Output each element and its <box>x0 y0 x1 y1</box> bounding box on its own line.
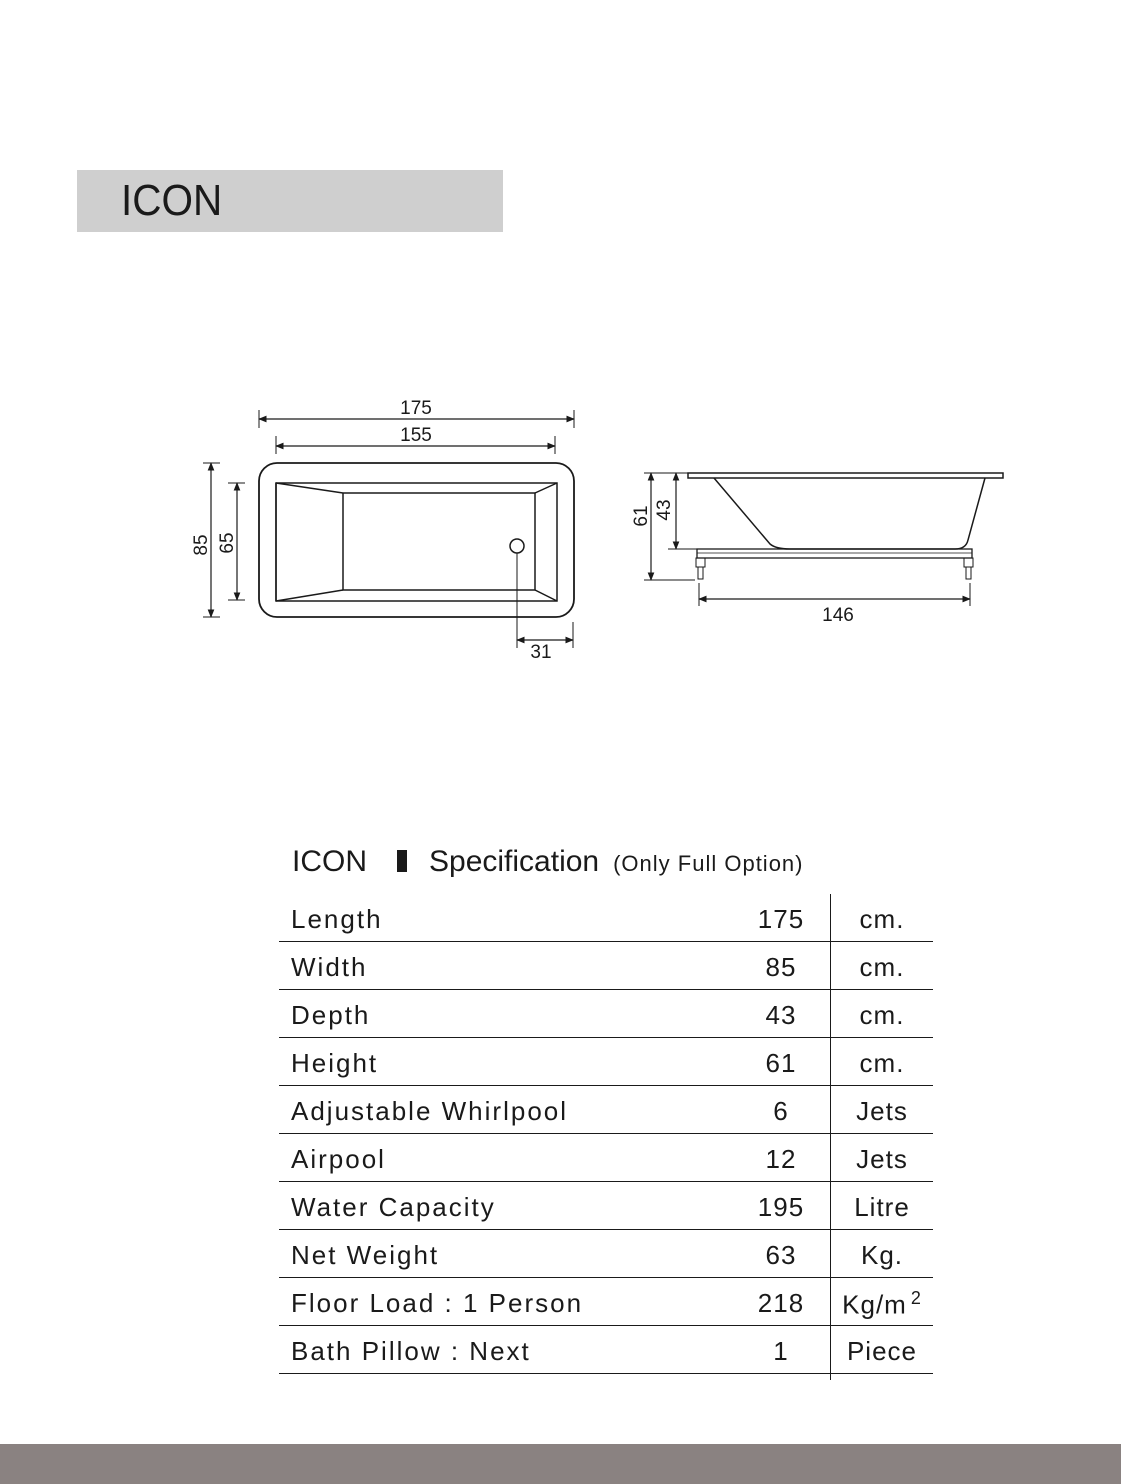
tub-floor <box>343 493 535 590</box>
table-row <box>279 942 933 990</box>
top-view-drawing <box>203 410 574 648</box>
table-row <box>279 894 933 942</box>
row-name: Net Weight <box>291 1240 440 1270</box>
row-value: 12 <box>765 1144 797 1174</box>
row-name: Water Capacity <box>291 1192 496 1222</box>
side-view-drawing <box>644 473 1003 606</box>
table-row <box>279 1182 933 1230</box>
dim-inner-width: 65 <box>217 532 238 554</box>
row-value: 85 <box>765 952 797 982</box>
footer-bar <box>0 1444 1121 1484</box>
row-name: Length <box>291 904 383 934</box>
spec-heading <box>292 842 804 882</box>
row-unit: Jets <box>856 1144 908 1174</box>
base-frame <box>697 549 972 558</box>
row-value: 6 <box>773 1096 789 1126</box>
table-row <box>279 1038 933 1086</box>
row-value: 63 <box>765 1240 797 1270</box>
row-value: 43 <box>765 1000 797 1030</box>
row-name: Adjustable Whirlpool <box>291 1096 569 1126</box>
row-unit: cm. <box>859 952 905 982</box>
row-value: 61 <box>765 1048 797 1078</box>
row-unit: cm. <box>859 1000 905 1030</box>
row-name: Bath Pillow : Next <box>291 1336 531 1366</box>
drain-circle <box>510 539 524 553</box>
dim-drain-offset: 31 <box>530 642 552 663</box>
dim-base-length: 146 <box>822 605 854 626</box>
row-unit: Kg/m <box>842 1289 907 1320</box>
dim-inner-length: 155 <box>400 425 432 446</box>
table-row <box>279 1086 933 1134</box>
tub-body-profile <box>714 478 985 549</box>
spec-note: (Only Full Option) <box>613 851 804 876</box>
table-row <box>279 1134 933 1182</box>
row-unit-wrapper <box>831 1288 933 1321</box>
tub-inner-basin <box>276 483 557 601</box>
row-value: 195 <box>757 1192 805 1222</box>
row-name: Depth <box>291 1000 371 1030</box>
row-name: Width <box>291 952 368 982</box>
table-row <box>279 1326 933 1374</box>
dim-overall-height: 61 <box>631 505 652 527</box>
dimension-drawings <box>0 0 1121 700</box>
spec-label: Specification <box>429 845 600 878</box>
row-name: Height <box>291 1048 379 1078</box>
row-unit: cm. <box>859 904 905 934</box>
unit-superscript: 2 <box>910 1288 922 1308</box>
table-row <box>279 1230 933 1278</box>
table-row <box>279 990 933 1038</box>
page-title: ICON <box>121 176 223 225</box>
row-value: 218 <box>757 1288 805 1318</box>
row-unit: Piece <box>846 1336 918 1366</box>
row-value: 1 <box>773 1336 789 1366</box>
spec-model: ICON <box>292 845 367 878</box>
tub-outer-outline <box>259 463 574 617</box>
row-unit: Jets <box>856 1096 908 1126</box>
dim-overall-width: 85 <box>191 534 212 556</box>
row-unit: Kg. <box>860 1240 904 1270</box>
row-unit: cm. <box>859 1048 905 1078</box>
row-unit: Litre <box>854 1192 910 1222</box>
dim-overall-length: 175 <box>400 398 432 419</box>
row-value: 175 <box>757 904 805 934</box>
tub-rim <box>688 473 1003 478</box>
row-name: Airpool <box>291 1144 386 1174</box>
table-row <box>279 1278 933 1326</box>
spec-table <box>279 894 933 1374</box>
heading-separator <box>397 850 407 872</box>
dim-inner-depth: 43 <box>654 499 675 521</box>
row-name: Floor Load : 1 Person <box>291 1288 584 1318</box>
